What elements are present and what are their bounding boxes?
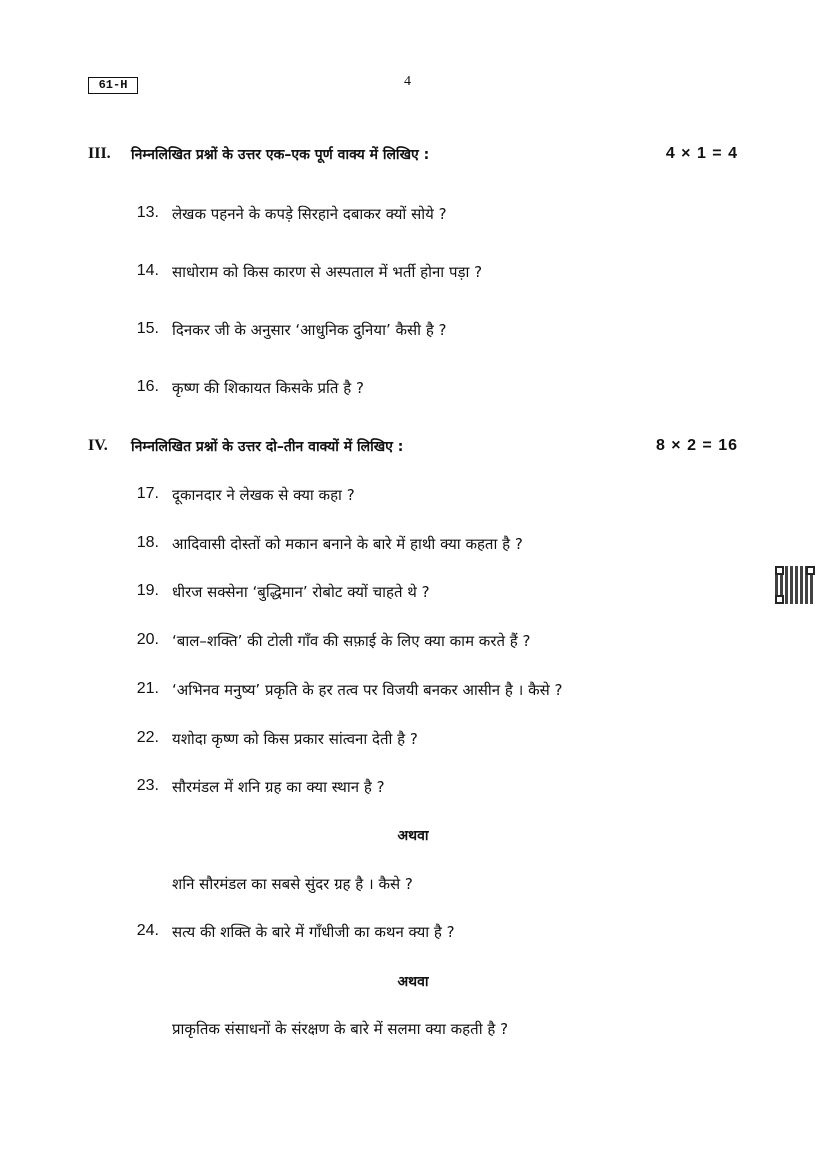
or-label: अथवा: [397, 974, 429, 990]
question-text: कृष्ण की शिकायत किसके प्रति है ?: [172, 379, 364, 397]
question-number: 13.: [136, 204, 159, 221]
page-number: 4: [404, 74, 411, 89]
question-text: यशोदा कृष्ण को किस प्रकार सांत्वना देती है ?: [172, 730, 418, 748]
question-text: साधोराम को किस कारण से अस्पताल में भर्ती होना पड़ा ?: [172, 263, 483, 281]
question-text: ‘बाल–शक्ति’ की टोली गाँव की सफ़ाई के लिए क्या काम करते हैं ?: [172, 632, 531, 650]
question-text: सत्य की शक्ति के बारे में गाँधीजी का कथन क्या है ?: [172, 923, 455, 941]
question-number: 21.: [136, 680, 159, 697]
question-number: 14.: [136, 262, 159, 279]
section-marks: 8 × 2 = 16: [655, 437, 738, 454]
alternative-question-text: प्राकृतिक संसाधनों के संरक्षण के बारे में सलमा क्या कहती है ?: [172, 1020, 509, 1038]
section-instruction: निम्नलिखित प्रश्नों के उत्तर एक–एक पूर्ण वाक्य में लिखिए :: [131, 147, 430, 163]
qr-code-icon: [775, 566, 815, 604]
alternative-question-text: शनि सौरमंडल का सबसे सुंदर ग्रह है । कैसे ?: [172, 875, 413, 893]
question-number: 19.: [136, 582, 159, 599]
question-text: दूकानदार ने लेखक से क्या कहा ?: [172, 486, 355, 504]
question-number: 23.: [136, 777, 159, 794]
question-number: 22.: [136, 729, 159, 746]
section-instruction: निम्नलिखित प्रश्नों के उत्तर दो–तीन वाक्यों में लिखिए :: [131, 439, 404, 455]
question-number: 20.: [136, 631, 159, 648]
question-text: धीरज सक्सेना ‘बुद्धिमान’ रोबोट क्यों चाहते थे ?: [172, 583, 430, 601]
section-number: III.: [88, 145, 111, 162]
question-number: 18.: [136, 534, 159, 551]
question-number: 15.: [136, 320, 159, 337]
question-number: 17.: [136, 485, 159, 502]
question-text: सौरमंडल में शनि ग्रह का क्या स्थान है ?: [172, 778, 385, 796]
section-number: IV.: [88, 437, 108, 454]
question-text: दिनकर जी के अनुसार ‘आधुनिक दुनिया’ कैसी है ?: [172, 321, 447, 339]
question-text: ‘अभिनव मनुष्य’ प्रकृति के हर तत्व पर विजयी बनकर आसीन है । कैसे ?: [172, 681, 563, 699]
question-number: 16.: [136, 378, 159, 395]
question-text: आदिवासी दोस्तों को मकान बनाने के बारे में हाथी क्या कहता है ?: [172, 535, 523, 553]
question-number: 24.: [136, 922, 159, 939]
section-marks: 4 × 1 = 4: [665, 145, 738, 162]
question-text: लेखक पहनने के कपड़े सिरहाने दबाकर क्यों सोये ?: [172, 205, 447, 223]
paper-code: 61-H: [88, 77, 138, 94]
or-label: अथवा: [397, 828, 429, 844]
